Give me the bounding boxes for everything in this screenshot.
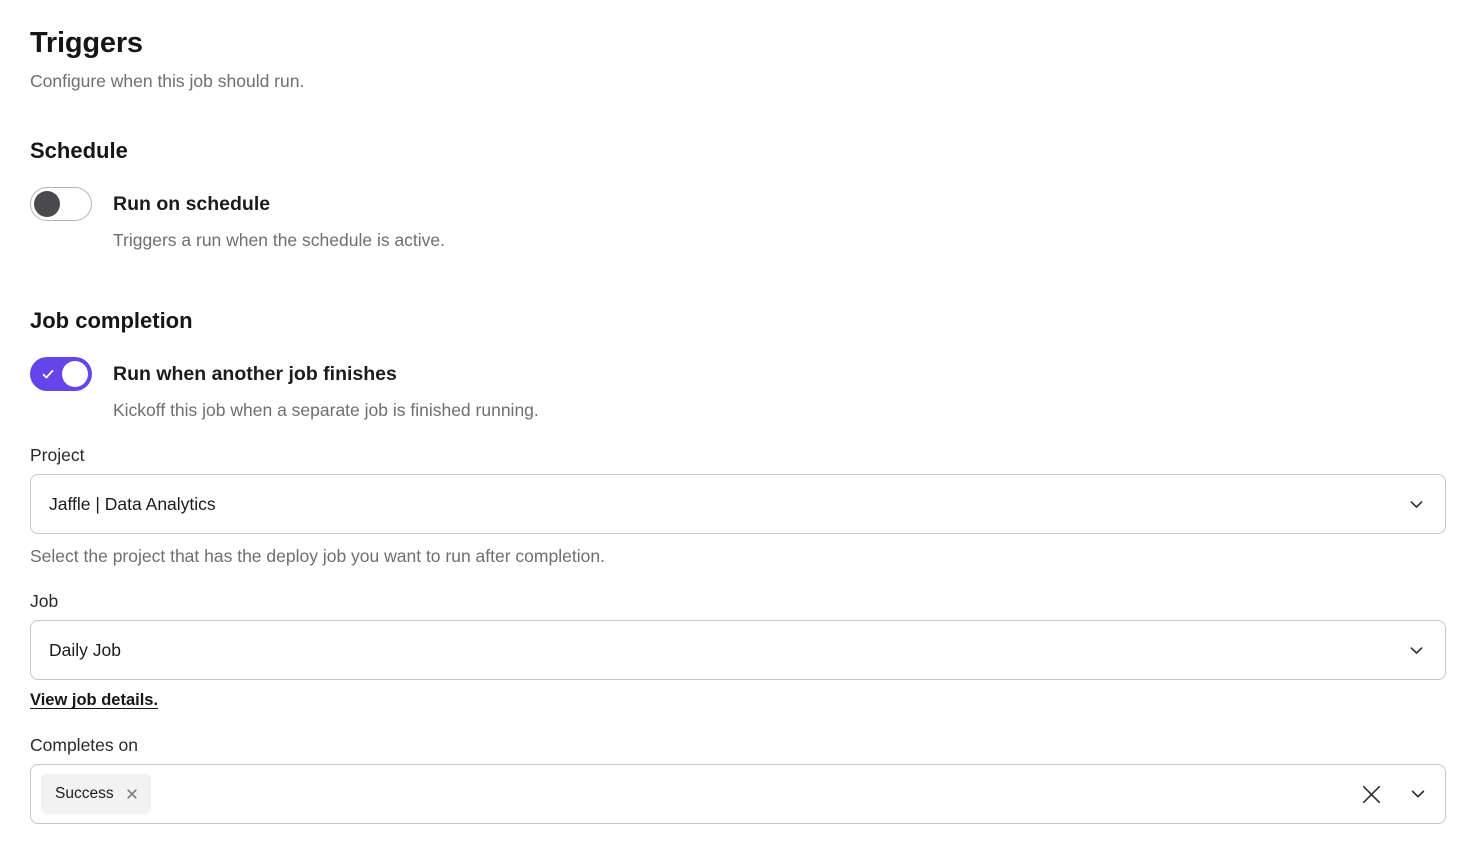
toggle-knob (62, 361, 88, 387)
run-on-schedule-toggle[interactable] (30, 187, 92, 221)
page-title: Triggers (30, 27, 143, 59)
chevron-down-icon[interactable] (1409, 785, 1427, 803)
run-when-job-finishes-toggle[interactable] (30, 357, 92, 391)
view-job-details-link[interactable]: View job details. (30, 691, 159, 709)
job-field-label: Job (30, 591, 59, 611)
project-field-helper: Select the project that has the deploy job you want to run after completion. (30, 546, 605, 566)
completes-on-field-label: Completes on (30, 735, 138, 755)
run-when-job-finishes-label: Run when another job finishes (113, 362, 397, 385)
multiselect-controls (1358, 781, 1427, 808)
check-icon (40, 366, 56, 382)
chevron-down-icon (1408, 496, 1425, 513)
run-when-job-finishes-row (30, 357, 1446, 391)
clear-all-icon[interactable] (1358, 781, 1385, 808)
run-when-job-finishes-description: Kickoff this job when a separate job is finished running. (113, 400, 539, 420)
tag-label: Success (55, 785, 114, 802)
selected-tag-success (41, 774, 151, 814)
schedule-section-heading: Schedule (30, 138, 128, 163)
project-select[interactable] (30, 474, 1446, 534)
job-select[interactable] (30, 620, 1446, 680)
project-selected-value: Jaffle | Data Analytics (49, 493, 216, 514)
chevron-down-icon (1408, 642, 1425, 659)
job-completion-section-heading: Job completion (30, 308, 193, 333)
tag-remove-icon[interactable] (125, 787, 139, 801)
job-selected-value: Daily Job (49, 639, 121, 660)
toggle-knob (34, 191, 60, 217)
run-on-schedule-row (30, 187, 1446, 221)
run-on-schedule-description: Triggers a run when the schedule is active. (113, 230, 446, 250)
run-on-schedule-label: Run on schedule (113, 192, 271, 215)
completes-on-multiselect[interactable] (30, 764, 1446, 824)
project-field-label: Project (30, 445, 85, 465)
page-subtitle: Configure when this job should run. (30, 71, 305, 91)
